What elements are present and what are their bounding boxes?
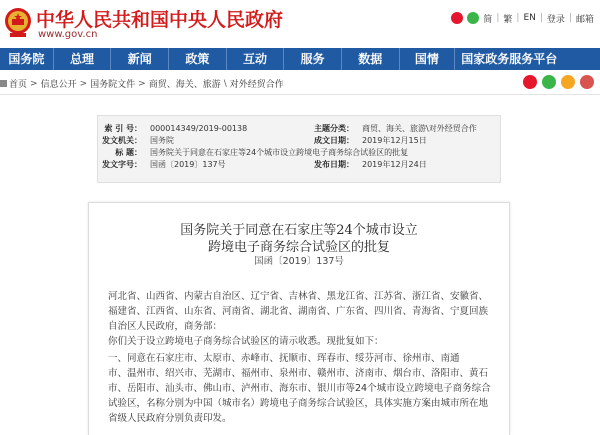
- doc-title-line-1: 国务院关于同意在石家庄等24个城市设立: [180, 223, 418, 238]
- share-qzone-icon[interactable]: [561, 75, 575, 89]
- doc-paragraph-line: 试验区，名称分别为中国（城市名）跨境电子商务综合试验区，具体实施方案由城市所在地: [108, 398, 489, 409]
- doc-number: 国函〔2019〕137号: [254, 256, 344, 267]
- nav-item-interaction[interactable]: 互动: [227, 48, 285, 70]
- nav-item-news[interactable]: 新闻: [111, 48, 169, 70]
- login-link[interactable]: 登录: [546, 14, 565, 25]
- doc-number-value: 国函〔2019〕137号: [150, 160, 226, 169]
- share-buttons: [518, 75, 594, 89]
- issuer-value: 国务院: [150, 136, 174, 145]
- national-emblem-icon[interactable]: [4, 6, 32, 38]
- written-date-label: 成文日期：: [314, 136, 354, 145]
- top-links: [451, 10, 594, 26]
- index-label: 索 引 号：: [104, 124, 142, 133]
- nav-item-data[interactable]: 数据: [342, 48, 400, 70]
- document-body: [88, 202, 510, 435]
- doc-paragraph-line: 自治区人民政府，商务部：: [108, 321, 223, 332]
- doc-paragraph-line: 河北省、山西省、内蒙古自治区、辽宁省、吉林省、黑龙江省、江苏省、浙江省、安徽省、: [108, 291, 489, 302]
- index-value: 000014349/2019-00138: [150, 124, 248, 133]
- breadcrumb-home[interactable]: 首页: [9, 80, 28, 90]
- nav-item-policy[interactable]: 政策: [169, 48, 227, 70]
- category-value: 商贸、海关、旅游\对外经贸合作: [362, 124, 477, 133]
- share-wechat-icon[interactable]: [542, 75, 556, 89]
- lang-english[interactable]: EN: [523, 13, 536, 23]
- share-weibo-icon[interactable]: [523, 75, 537, 89]
- category-label: 主题分类：: [314, 124, 354, 133]
- doc-paragraph-line: 市、温州市、绍兴市、芜湖市、福州市、泉州市、赣州市、济南市、烟台市、洛阳市、黄石: [108, 368, 489, 379]
- written-date-value: 2019年12月15日: [362, 136, 427, 145]
- site-url: www.gov.cn: [38, 29, 98, 40]
- home-icon: [0, 80, 7, 87]
- breadcrumb: [0, 77, 284, 90]
- nav-item-state-council[interactable]: 国务院: [0, 48, 54, 70]
- breadcrumb-item[interactable]: 国务院文件: [90, 80, 136, 90]
- breadcrumb-bar: [0, 72, 600, 95]
- doc-paragraph-line: 一、同意在石家庄市、太原市、赤峰市、抚顺市、珲春市、绥芬河市、徐州市、南通: [108, 353, 460, 364]
- title-label: 标 题：: [115, 148, 142, 157]
- published-date-label: 发布日期：: [314, 160, 354, 169]
- divider: |: [516, 13, 520, 23]
- lang-traditional[interactable]: 繁: [503, 14, 513, 25]
- published-date-value: 2019年12月24日: [362, 160, 427, 169]
- breadcrumb-item[interactable]: 商贸、海关、旅游: [148, 80, 221, 90]
- share-more-icon[interactable]: [580, 75, 594, 89]
- doc-paragraph-line: 福建省、江西省、山东省、河南省、湖北省、湖南省、广东省、四川省、青海省、宁夏回族: [108, 306, 489, 317]
- nav-item-service[interactable]: 服务: [284, 48, 342, 70]
- doc-paragraph-line: 省级人民政府分别负责印发。: [108, 413, 232, 424]
- document-info-table: [97, 115, 501, 183]
- divider: |: [539, 13, 543, 23]
- breadcrumb-item[interactable]: 对外经贸合作: [229, 80, 284, 90]
- breadcrumb-separator: >: [30, 78, 38, 89]
- breadcrumb-item[interactable]: 信息公开: [40, 80, 77, 90]
- breadcrumb-separator: \: [223, 78, 227, 89]
- mail-link[interactable]: 邮箱: [575, 14, 594, 25]
- divider: |: [568, 13, 572, 23]
- title-value: 国务院关于同意在石家庄等24个城市设立跨境电子商务综合试验区的批复: [150, 148, 409, 157]
- wechat-icon[interactable]: [467, 12, 479, 24]
- divider: |: [496, 13, 500, 23]
- breadcrumb-separator: >: [79, 78, 88, 89]
- weibo-icon[interactable]: [451, 12, 463, 24]
- lang-simplified[interactable]: 简: [483, 14, 493, 25]
- doc-paragraph-line: 市、岳阳市、汕头市、佛山市、泸州市、海东市、银川市等24个城市设立跨境电子商务综合: [108, 383, 491, 394]
- doc-title-line-2: 跨境电子商务综合试验区的批复: [207, 240, 390, 255]
- nav-item-premier[interactable]: 总理: [54, 48, 112, 70]
- doc-number-label: 发文字号：: [102, 160, 142, 169]
- main-nav: [0, 48, 600, 70]
- doc-paragraph-line: 你们关于设立跨境电子商务综合试验区的请示收悉。现批复如下：: [108, 336, 384, 347]
- site-title[interactable]: 中华人民共和国中央人民政府: [36, 9, 284, 31]
- nav-item-national-info[interactable]: 国情: [400, 48, 456, 70]
- site-header: [0, 0, 600, 46]
- nav-item-gov-service-platform[interactable]: 国家政务服务平台: [461, 52, 558, 66]
- issuer-label: 发文机关：: [102, 136, 142, 145]
- breadcrumb-separator: >: [138, 78, 146, 89]
